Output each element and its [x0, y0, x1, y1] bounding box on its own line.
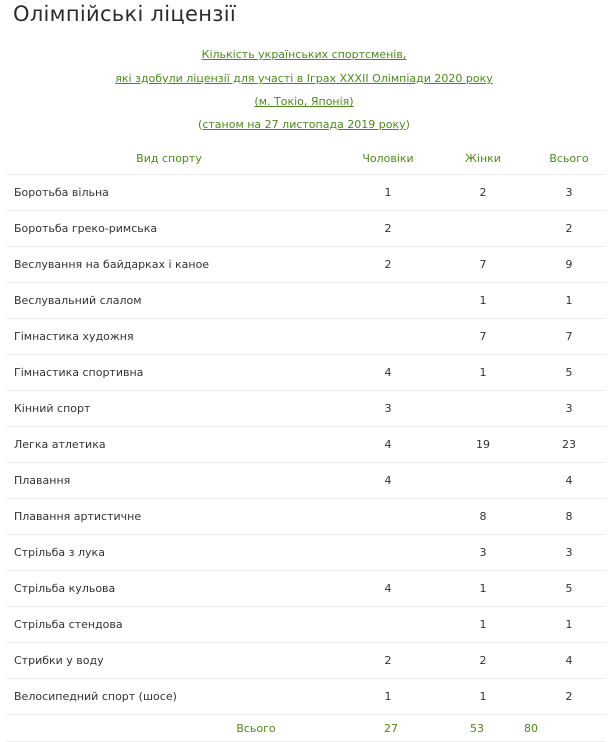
page-title: Олімпійські ліцензії	[13, 2, 236, 26]
row-women: 3	[479, 546, 487, 559]
intro-line-1	[0, 48, 608, 61]
table-row	[6, 571, 606, 607]
row-total: 9	[565, 258, 573, 271]
table-row	[6, 427, 606, 463]
row-men: 2	[384, 258, 392, 271]
intro-line-4	[0, 118, 608, 131]
row-total: 5	[565, 366, 573, 379]
row-women: 1	[479, 582, 487, 595]
intro-line-3	[0, 95, 608, 108]
table-row	[6, 535, 606, 571]
row-sport: Легка атлетика	[14, 438, 106, 451]
row-men: 3	[384, 402, 392, 415]
table-row	[6, 607, 606, 643]
row-total: 5	[565, 582, 573, 595]
row-women: 2	[479, 186, 487, 199]
intro-line-4-close: )	[405, 118, 410, 131]
row-men	[358, 535, 418, 570]
row-sport: Стрільба кульова	[14, 582, 116, 595]
row-sport: Боротьба вільна	[14, 186, 109, 199]
row-sport: Кінний спорт	[14, 402, 91, 415]
row-sport: Гімнастика спортивна	[14, 366, 144, 379]
row-men: 2	[384, 222, 392, 235]
row-sport: Боротьба греко-римська	[14, 222, 158, 235]
row-total: 1	[565, 618, 573, 631]
intro-line-2-link[interactable]: які здобули ліцензії	[115, 72, 230, 85]
table-row	[6, 319, 606, 355]
totals-women: 53	[470, 721, 484, 735]
table-row	[6, 499, 606, 535]
row-total: 4	[565, 654, 573, 667]
intro-line-1-text: Кількість українських спортсменів,	[201, 48, 407, 61]
row-sport: Стрибки у воду	[14, 654, 104, 667]
row-women: 19	[476, 438, 490, 451]
row-total: 1	[565, 294, 573, 307]
intro-line-2	[0, 72, 608, 85]
table-row	[6, 283, 606, 319]
row-total: 7	[565, 330, 573, 343]
header-women: Жінки	[465, 151, 501, 165]
totals-total: 80	[524, 721, 538, 735]
row-men: 1	[384, 186, 392, 199]
row-sport: Стрільба стендова	[14, 618, 123, 631]
header-sport: Вид спорту	[136, 151, 202, 165]
row-women: 2	[479, 654, 487, 667]
header-total: Всього	[549, 151, 589, 165]
row-total: 3	[565, 402, 573, 415]
row-women: 7	[479, 258, 487, 271]
row-total: 2	[565, 690, 573, 703]
row-sport: Веслувальний слалом	[14, 294, 142, 307]
row-sport: Плавання	[14, 474, 71, 487]
row-total: 23	[562, 438, 576, 451]
table-row	[6, 463, 606, 499]
row-sport: Гімнастика художня	[14, 330, 134, 343]
row-women: 8	[479, 510, 487, 523]
row-women	[453, 211, 513, 246]
row-men: 1	[384, 690, 392, 703]
row-men	[358, 283, 418, 318]
row-men: 4	[384, 438, 392, 451]
row-total: 3	[565, 546, 573, 559]
row-men: 4	[384, 474, 392, 487]
row-men: 4	[384, 582, 392, 595]
row-men: 4	[384, 366, 392, 379]
row-women: 1	[479, 690, 487, 703]
intro-line-2-text: для участі в Іграх XXXII Олімпіади 2020 року	[229, 72, 493, 85]
row-women	[453, 391, 513, 426]
table-row	[6, 643, 606, 679]
row-men	[358, 607, 418, 642]
row-women	[453, 463, 513, 498]
header-men: Чоловіки	[362, 151, 414, 165]
row-sport: Веслування на байдарках і каное	[14, 258, 210, 271]
intro-line-3-text: (м. Токіо, Японія)	[254, 95, 354, 108]
row-total: 4	[565, 474, 573, 487]
row-women: 1	[479, 618, 487, 631]
row-men	[358, 319, 418, 354]
row-sport: Стрільба з лука	[14, 546, 105, 559]
row-men	[358, 499, 418, 534]
licenses-table	[6, 142, 606, 742]
table-row	[6, 247, 606, 283]
table-header-row	[6, 142, 606, 175]
row-total: 8	[565, 510, 573, 523]
row-sport: Велосипедний спорт (шосе)	[14, 690, 177, 703]
table-row	[6, 211, 606, 247]
row-men: 2	[384, 654, 392, 667]
totals-label: Всього	[236, 721, 276, 735]
row-women: 1	[479, 366, 487, 379]
intro-line-4-date: станом на 27 листопада 2019 року	[202, 118, 406, 131]
row-total: 2	[565, 222, 573, 235]
row-women: 7	[479, 330, 487, 343]
row-women: 1	[479, 294, 487, 307]
table-row	[6, 175, 606, 211]
totals-men: 27	[384, 721, 398, 735]
row-total: 3	[565, 186, 573, 199]
table-row	[6, 679, 606, 715]
table-row	[6, 391, 606, 427]
intro-line-4-open: (	[198, 118, 203, 131]
row-sport: Плавання артистичне	[14, 510, 142, 523]
table-row	[6, 355, 606, 391]
